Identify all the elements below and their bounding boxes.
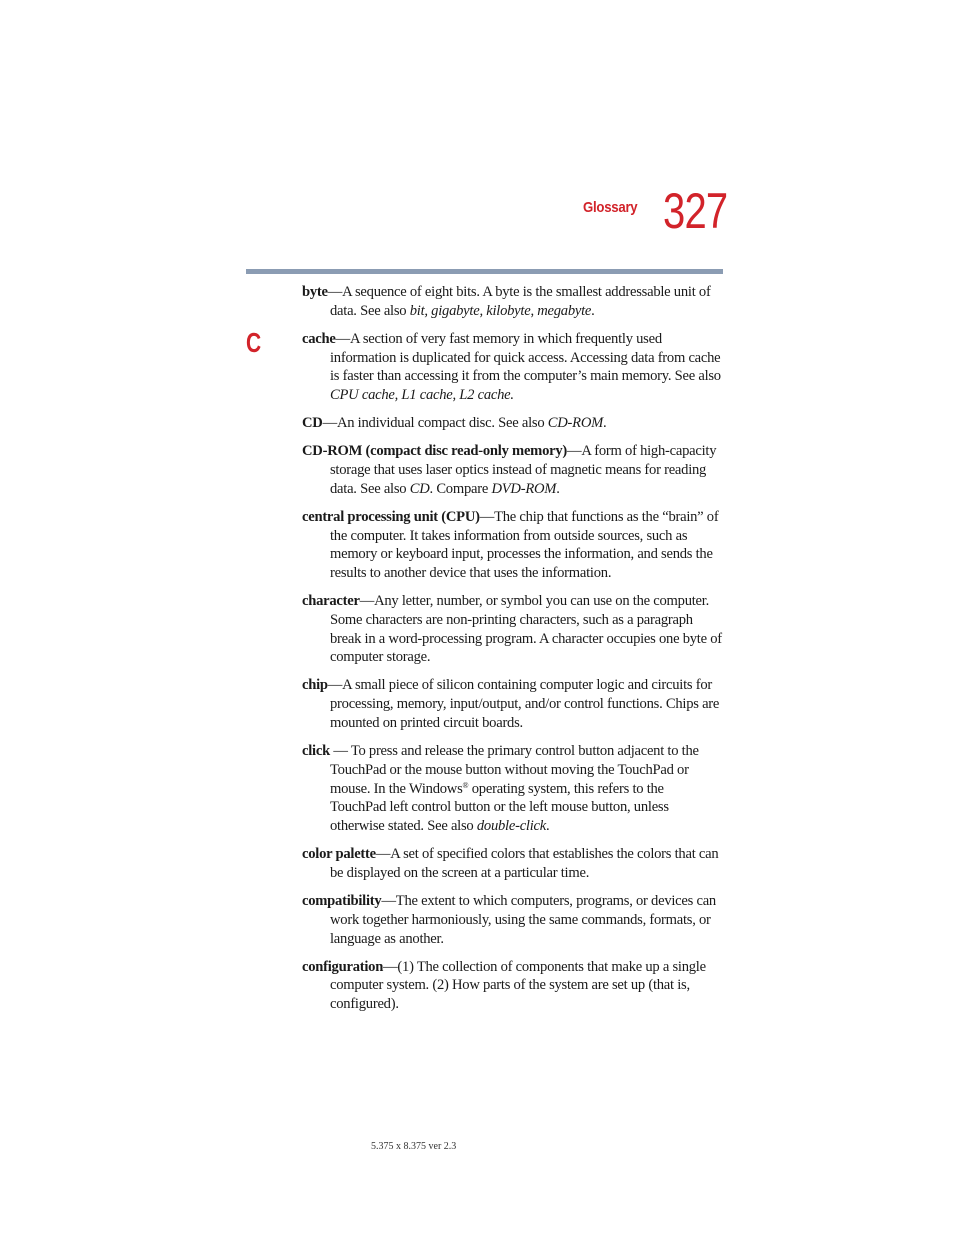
header-rule xyxy=(246,269,723,274)
glossary-entry-byte xyxy=(302,283,722,321)
entry-definition: —A sequence of eight bits. A byte is the smallest addressable unit of data. See also xyxy=(327,284,711,319)
glossary-entry-compatibility xyxy=(302,892,722,948)
glossary-entry-character xyxy=(302,592,722,667)
entry-term: CD xyxy=(302,415,323,432)
glossary-entry-cd xyxy=(302,414,722,433)
entry-definition: —(1) The collection of components that make up a single computer system. (2) How parts of the system are set up (that is, configured). xyxy=(330,958,706,1013)
header-section-title: Glossary xyxy=(583,199,638,216)
glossary-entry-click xyxy=(302,742,722,836)
glossary-entry-cpu xyxy=(302,508,722,583)
footer-version: 5.375 x 8.375 ver 2.3 xyxy=(371,1141,457,1152)
entry-term: configuration xyxy=(302,958,384,975)
entry-definition: —A set of specified colors that establishes the colors that can be displayed on the screen at a particular time. xyxy=(330,846,719,882)
entry-definition: —The extent to which computers, programs, or devices can work together harmoniously, using the same commands, formats, or language as another. xyxy=(330,893,716,947)
entry-reference: CD xyxy=(409,480,430,497)
entry-term: color palette xyxy=(302,846,376,863)
entry-term: central processing unit (CPU) xyxy=(302,508,480,525)
entry-term: compatibility xyxy=(302,893,382,909)
entry-reference: double-click xyxy=(476,818,546,835)
registered-mark: ® xyxy=(462,780,469,790)
entry-reference: DVD-ROM xyxy=(491,480,557,497)
glossary-entries xyxy=(302,283,722,1023)
section-letter: C xyxy=(246,327,262,358)
entry-end: . xyxy=(545,818,550,835)
entry-reference: CPU cache, L1 cache, L2 cache. xyxy=(330,387,514,404)
entry-definition: —A form of high-capacity storage that uses laser optics instead of magnetic means for reading data. See also xyxy=(330,443,717,497)
entry-definition: —A section of very fast memory in which frequently used information is duplicated for quick access. Accessing data from cache is faster than accessing it from the computer’s main memory. See also xyxy=(330,330,721,385)
entry-term: CD-ROM (compact disc read-only memory) xyxy=(302,443,568,460)
glossary-entry-cache xyxy=(302,330,722,405)
entry-term: click xyxy=(302,743,330,760)
entry-reference: megabyte xyxy=(537,302,592,319)
entry-definition: — To press and release the primary control button adjacent to the TouchPad or the mouse button without moving the TouchPad or mouse. In the Windows xyxy=(329,743,699,797)
glossary-entry-chip xyxy=(302,676,722,732)
entry-mid: . Compare xyxy=(429,480,492,497)
entry-end: . xyxy=(603,415,607,432)
entry-end: . xyxy=(591,302,595,319)
entry-definition: —The chip that functions as the “brain” of the computer. It takes information from outside sources, such as memory or keyboard input, processes the information, and sends the results to another device that uses the information. xyxy=(330,508,719,582)
entry-term: character xyxy=(302,593,360,610)
entry-term: byte xyxy=(302,284,328,300)
entry-end: . xyxy=(556,480,560,497)
page-number: 327 xyxy=(663,183,728,239)
entry-term: chip xyxy=(302,677,328,694)
entry-definition: —An individual compact disc. See also xyxy=(322,415,548,432)
entry-definition: —Any letter, number, or symbol you can use on the computer. Some characters are non-printing characters, such as a paragraph break in a word-processing program. A character occupies one byte of computer storage. xyxy=(330,593,722,666)
glossary-entry-cd-rom xyxy=(302,442,722,498)
entry-definition: —A small piece of silicon containing computer logic and circuits for processing, memory, input/output, and/or control functions. Chips are mounted on printed circuit boards. xyxy=(327,677,720,732)
entry-separator: , xyxy=(530,302,538,319)
entry-term: cache xyxy=(302,330,336,347)
entry-reference: CD-ROM xyxy=(547,415,604,432)
glossary-entry-configuration xyxy=(302,958,722,1014)
entry-reference: bit, gigabyte, kilobyte xyxy=(409,302,531,319)
glossary-entry-color-palette xyxy=(302,845,722,883)
entry-definition-continued: operating system, this refers to the TouchPad left control button or the left mouse button, unless otherwise stated. See also xyxy=(330,780,669,835)
